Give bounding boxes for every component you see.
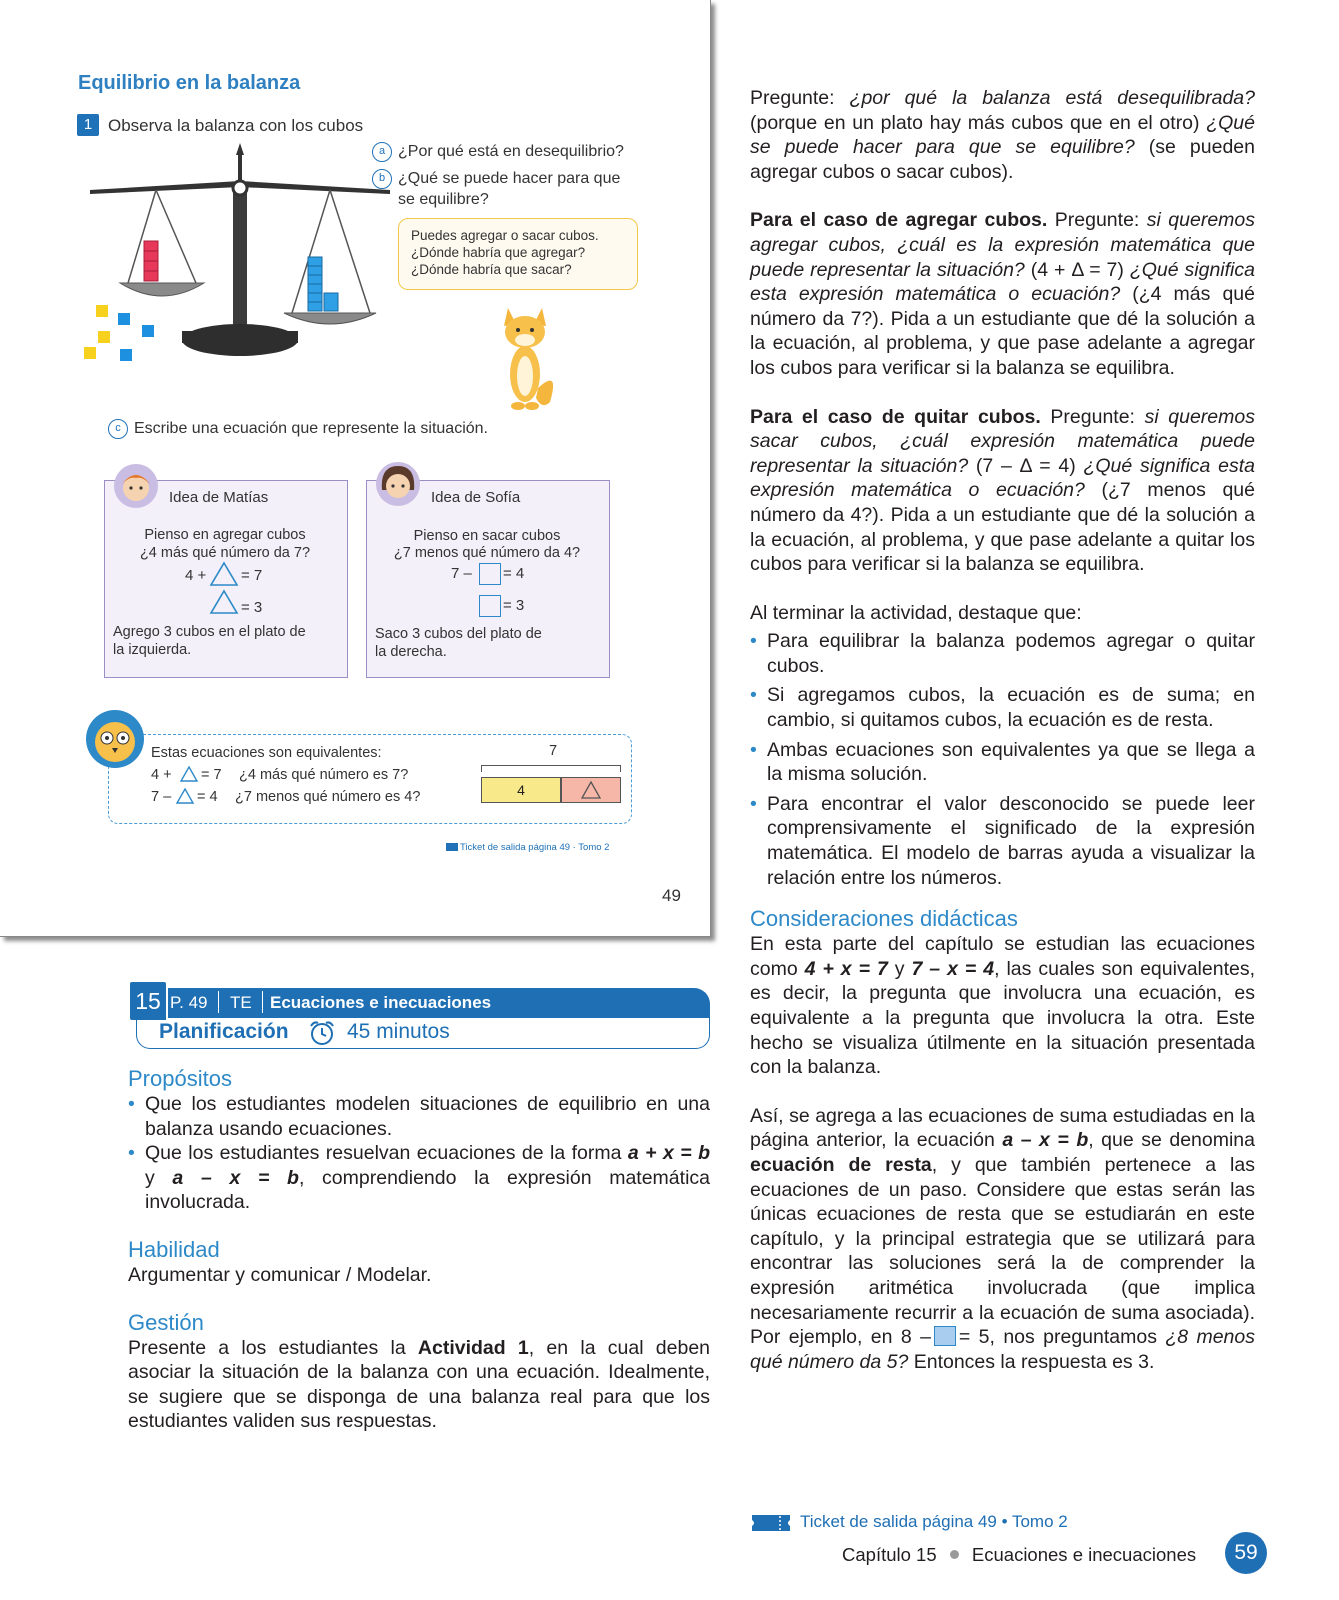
square-placeholder-icon	[479, 595, 501, 617]
idea-matias-foot2: la izquierda.	[113, 642, 192, 658]
student-page-number: 49	[662, 886, 681, 905]
fox-mascot-icon	[490, 298, 560, 418]
bubble-line: Puedes agregar o sacar cubos.	[411, 228, 599, 243]
text-span: = 5, nos preguntamos	[958, 1326, 1166, 1349]
avatar-sofia	[374, 460, 422, 508]
text-span: , que se denomina	[1088, 1129, 1255, 1152]
paragraph-consideraciones-2	[750, 1104, 1255, 1375]
ticket-label: Ticket de salida página 49 • Tomo 2	[800, 1512, 1068, 1531]
page-number-badge: 59	[1225, 1532, 1267, 1574]
gestion-text	[128, 1336, 710, 1434]
idea-matias-header: Idea de Matías	[169, 489, 269, 506]
habilidad-heading: Habilidad	[128, 1236, 220, 1262]
footer-chapter-label: Capítulo 15	[842, 1544, 937, 1565]
idea-sofia-eq1-right: = 4	[503, 565, 525, 582]
idea-matias-eq1-right: = 7	[241, 567, 263, 584]
equivalent-eq2-a: 7 –	[151, 789, 172, 805]
student-page-title: Equilibrio en la balanza	[78, 72, 301, 94]
banner-divider	[218, 991, 219, 1013]
ticket-icon	[446, 843, 458, 851]
footer-dot	[950, 1550, 959, 1559]
banner-divider	[262, 991, 263, 1013]
text-span: ¿Qué se puede hacer para que se equilibre?	[750, 111, 1255, 159]
equation: 7 – x = 4	[911, 957, 995, 980]
list-item: • Que los estudiantes modelen situaciones de equilibrio en una balanza usando ecuaciones.	[128, 1092, 710, 1141]
habilidad-text: Argumentar y comunicar / Modelar.	[128, 1263, 432, 1286]
idea-sofia-eq2-right: = 3	[503, 597, 525, 614]
idea-sofia-line2: ¿7 menos qué número da 4?	[393, 545, 581, 561]
list-item	[128, 1141, 710, 1215]
owl-mascot-icon	[84, 708, 146, 770]
banner-title-bar	[158, 988, 710, 1018]
question-c-marker: c	[108, 419, 128, 439]
equation: a – x = b	[172, 1166, 299, 1189]
list-item: • Para encontrar el valor desconocido se puede leer comprensivamente el significado de la expresión matemática. El modelo de barras ayuda a visualizar la relación entre los números.	[750, 792, 1255, 890]
equivalent-eq1-b: = 7	[201, 767, 222, 783]
text-span: ecuación de resta	[750, 1153, 932, 1176]
avatar-matias	[112, 462, 160, 510]
hint-speech-bubble	[398, 218, 638, 290]
paragraph-quitar	[750, 405, 1255, 577]
footer-chapter	[842, 1544, 1196, 1566]
right-column	[750, 86, 1255, 1374]
paragraph-agregar	[750, 208, 1255, 380]
triangle-placeholder-icon	[209, 561, 239, 587]
equivalent-title: Estas ecuaciones son equivalentes:	[151, 745, 382, 761]
list-item: • Si agregamos cubos, la ecuación es de suma; en cambio, si quitamos cubos, la ecuación es de resta.	[750, 683, 1255, 732]
text-span: (¿7 menos qué número da 4?). Pida a un estudiante que dé la solución a la ecuación, al problema, y que pase adelante a quitar los cubos para verificar si la balanza se equilibra.	[750, 479, 1255, 576]
triangle-placeholder-icon	[179, 765, 199, 783]
question-b-marker: b	[372, 169, 392, 189]
equivalent-eq1-a: 4 +	[151, 767, 172, 783]
planning-bar	[136, 1018, 710, 1049]
bar-model-part: 4	[481, 777, 561, 803]
text-span: , y que también pertenece a las ecuaciones de un paso. Considere que estas serán las únicas ecuaciones de resta que se estudiarán en este capítulo, y la principal estrategia que se utilizará para encontrar las soluciones será la de comprender la expresión aritmética involucrada (que implica necesariamente recurrir a la ecuación de suma asociada). Por ejemplo, en 8 –	[750, 1153, 1255, 1349]
text-span: ¿por qué la balanza está desequilibrada?	[849, 87, 1255, 109]
question-a-text: ¿Por qué está en desequilibrio?	[398, 143, 624, 160]
text-span: Que los estudiantes resuelvan ecuaciones de la forma	[145, 1142, 622, 1165]
paragraph-pregunte	[750, 86, 1255, 184]
activity-number-badge: 1	[77, 114, 99, 136]
bar-model-unknown	[561, 777, 621, 803]
banner-topic: Ecuaciones e inecuaciones	[270, 993, 492, 1012]
square-placeholder-icon	[934, 1326, 956, 1346]
conclusions-list	[750, 629, 1255, 890]
left-column	[128, 1066, 710, 1434]
idea-matias-line2: ¿4 más qué número da 7?	[139, 545, 311, 561]
text-span: Entonces la respuesta es 3.	[908, 1350, 1155, 1373]
idea-sofia-header: Idea de Sofía	[431, 489, 521, 506]
text-span: (¿4 más qué número da 7?). Pida a un estudiante que dé la solución a la ecuación, al problema, y que pase adelante a agregar los cubos para verificar si la balanza se equilibra.	[750, 283, 1255, 379]
bubble-line: ¿Dónde habría que sacar?	[411, 262, 572, 277]
equivalent-equations-box	[108, 734, 632, 824]
idea-sofia-foot2: la derecha.	[375, 644, 447, 660]
list-item: • Ambas ecuaciones son equivalentes ya que se llega a la misma solución.	[750, 738, 1255, 787]
text-span: Pregunte:	[1040, 405, 1145, 428]
student-ticket-label: Ticket de salida página 49 · Tomo 2	[460, 842, 610, 853]
idea-matias-eq2-right: = 3	[241, 599, 263, 616]
propositos-heading: Propósitos	[128, 1066, 232, 1091]
text-span: (se pueden agregar cubos o sacar cubos).	[750, 136, 1255, 183]
equation: a + x = b	[627, 1142, 710, 1165]
paragraph-destaque: Al terminar la actividad, destaque que:	[750, 601, 1082, 624]
list-item: • Para equilibrar la balanza podemos agregar o quitar cubos.	[750, 629, 1255, 678]
text-span: Actividad 1	[417, 1336, 529, 1359]
text-span: y	[145, 1166, 173, 1189]
text-span: Para el caso de agregar cubos.	[750, 209, 1048, 232]
equivalent-eq2-question: ¿7 menos qué número es 4?	[235, 789, 421, 805]
triangle-placeholder-icon	[209, 589, 239, 615]
text-span: Para el caso de quitar cubos.	[750, 405, 1041, 428]
text-span: , comprendiendo la expresión matemática involucrada.	[145, 1166, 710, 1214]
idea-sofia-line1: Pienso en sacar cubos	[413, 528, 561, 544]
text-span: ¿Qué significa esta expresión matemática o ecuación?	[750, 258, 1255, 306]
planning-duration: 45 minutos	[347, 1020, 450, 1043]
text-span: Pregunte:	[750, 87, 850, 109]
idea-matias-line1: Pienso en agregar cubos	[144, 527, 306, 543]
bubble-line: ¿Dónde habría que agregar?	[411, 245, 586, 260]
text-span: (4 + Δ = 7)	[1024, 258, 1130, 281]
triangle-placeholder-icon	[175, 787, 195, 805]
consideraciones-heading: Consideraciones didácticas	[750, 906, 1018, 932]
lesson-banner	[128, 980, 710, 1054]
text-span: ¿8 menos qué número da 5?	[750, 1326, 1255, 1373]
text-span: (7 – Δ = 4)	[968, 454, 1084, 477]
text-span: ¿Qué significa esta expresión matemática o ecuación?	[750, 454, 1255, 502]
banner-page-ref: P. 49	[170, 993, 208, 1012]
equation: 4 + x = 7	[804, 957, 888, 980]
question-c-text: Escribe una ecuación que represente la situación.	[134, 420, 488, 437]
text-span: y	[887, 957, 912, 980]
text-span: si queremos agregar cubos, ¿cuál es la expresión matemática que puede representar la situación?	[750, 209, 1255, 281]
equivalent-eq2-b: = 4	[197, 789, 218, 805]
bar-model-brace	[481, 765, 621, 772]
alarm-clock-icon	[307, 1019, 337, 1047]
question-a-marker: a	[372, 142, 392, 162]
text-span: Pregunte:	[1047, 209, 1147, 232]
bar-model-total: 7	[549, 743, 558, 759]
question-b-text-cont: se equilibre?	[398, 191, 489, 208]
idea-matias-foot1: Agrego 3 cubos en el plato de	[113, 624, 306, 640]
balance-scale-illustration	[80, 135, 400, 375]
equivalent-eq1-question: ¿4 más qué número es 7?	[239, 767, 409, 783]
gestion-heading: Gestión	[128, 1309, 204, 1335]
propositos-list	[128, 1092, 710, 1215]
text-span: , las cuales son equivalentes, es decir, la pregunta que involucra una ecuación, es equivalente a la pregunta que involucra la otra. Este hecho se visualiza útilmente en la situación presentada con la balanza.	[750, 957, 1255, 1079]
text-span: , en la cual deben asociar la situación de la balanza con una ecuación. Idealmente, se sugiere que se disponga de una balanza real para que los estudiantes validen sus respuestas.	[128, 1336, 711, 1433]
text-span: si queremos sacar cubos, ¿cuál expresión matemática puede representar la situación?	[750, 405, 1255, 477]
idea-sofia-eq1-left: 7 –	[451, 565, 472, 582]
question-b-text: ¿Qué se puede hacer para que	[398, 170, 621, 187]
paragraph-consideraciones-1	[750, 932, 1255, 1080]
idea-matias-eq1-left: 4 +	[185, 567, 207, 584]
idea-sofia-foot1: Saco 3 cubos del plato de	[375, 626, 542, 642]
text-span: Presente a los estudiantes la	[128, 1336, 418, 1359]
equation: a – x = b	[1002, 1129, 1089, 1152]
text-span: Así, se agrega a las ecuaciones de suma estudiadas en la página anterior, la ecuación	[750, 1104, 1255, 1152]
footer-topic: Ecuaciones e inecuaciones	[971, 1544, 1197, 1565]
text-span: (porque en un plato hay más cubos que en el otro)	[750, 111, 1207, 134]
text-span: En esta parte del capítulo se estudian las ecuaciones como	[750, 933, 1255, 980]
chapter-number-badge: 15	[128, 980, 168, 1022]
square-placeholder-icon	[479, 563, 501, 585]
triangle-placeholder-icon	[562, 778, 620, 802]
activity-instruction: Observa la balanza con los cubos	[108, 116, 364, 135]
idea-sofia-box	[366, 480, 610, 678]
ticket-icon	[752, 1515, 790, 1531]
planning-label: Planificación	[159, 1020, 289, 1043]
banner-te: TE	[230, 993, 252, 1012]
student-page-thumbnail	[0, 0, 711, 937]
